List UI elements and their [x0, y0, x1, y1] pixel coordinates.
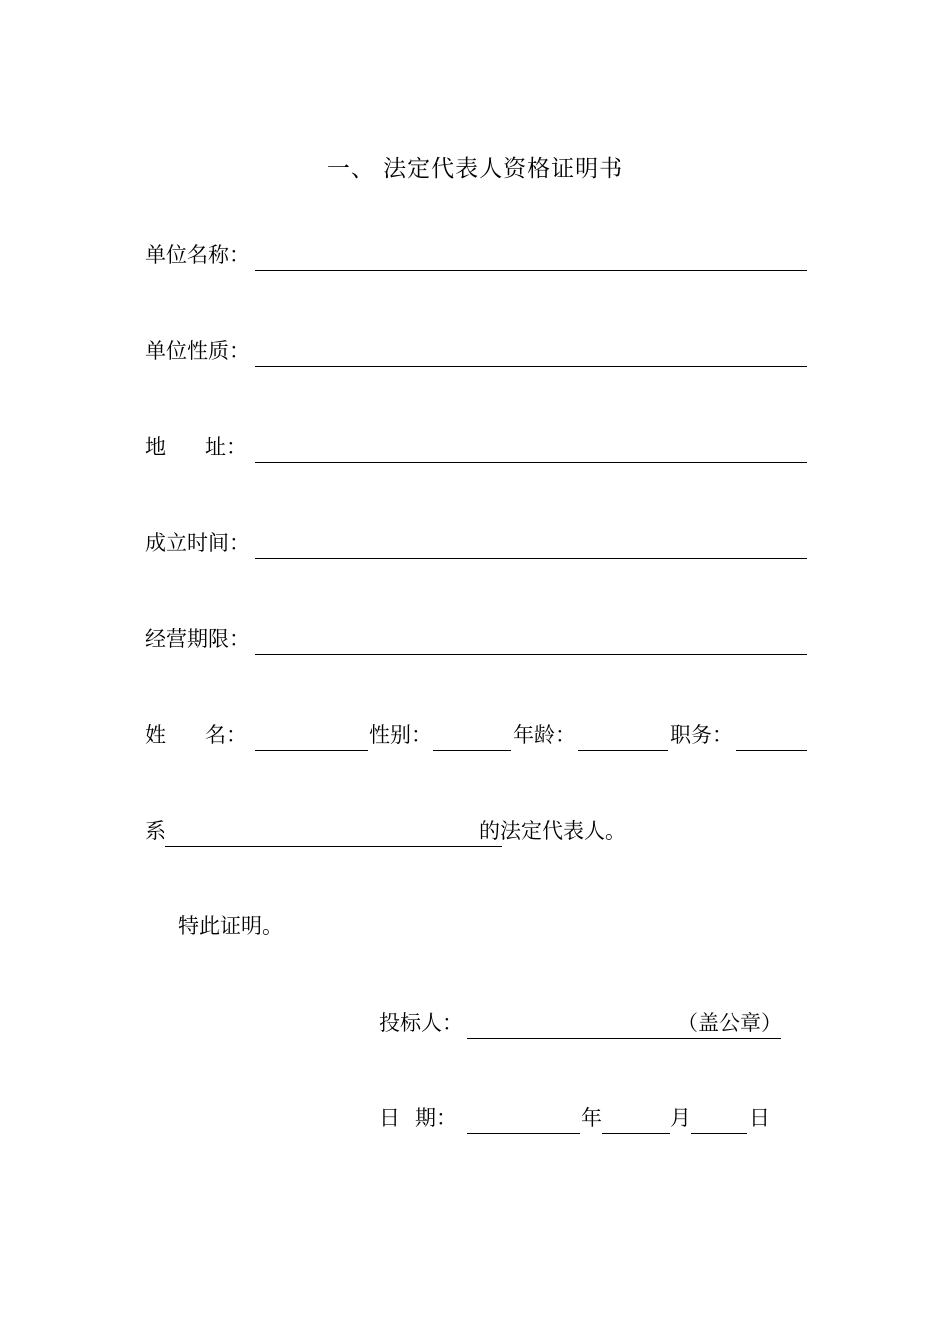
unit-name-row — [145, 240, 810, 270]
unit-nature-blank[interactable] — [255, 366, 807, 367]
name-label — [145, 720, 247, 750]
year-label: 年 — [581, 1106, 602, 1130]
day-blank[interactable] — [691, 1133, 747, 1134]
day-label: 日 — [749, 1106, 770, 1130]
address-label-part1: 地 — [145, 435, 166, 459]
address-row — [145, 432, 810, 462]
established-blank[interactable] — [255, 558, 807, 559]
month-label: 月 — [670, 1106, 691, 1130]
representative-company-blank[interactable] — [165, 846, 502, 847]
date-row — [379, 1103, 789, 1133]
name-label-part2: 名： — [205, 723, 247, 747]
representative-suffix: 的法定代表人。 — [479, 819, 626, 843]
position-blank[interactable] — [736, 750, 807, 751]
date-label-part1: 日 — [379, 1106, 400, 1130]
certify-text: 特此证明。 — [178, 914, 283, 938]
gender-label: 性别： — [369, 723, 432, 747]
age-blank[interactable] — [578, 750, 668, 751]
established-row — [145, 528, 810, 558]
unit-nature-row — [145, 336, 810, 366]
business-term-row — [145, 624, 810, 654]
seal-note: （盖公章） — [677, 1011, 782, 1035]
name-label-part1: 姓 — [145, 723, 166, 747]
established-label: 成立时间： — [145, 531, 250, 555]
address-blank[interactable] — [255, 462, 807, 463]
bidder-row — [379, 1008, 789, 1038]
representative-prefix: 系 — [145, 819, 166, 843]
unit-nature-label: 单位性质： — [145, 339, 250, 363]
address-label-part2: 址： — [205, 435, 247, 459]
business-term-blank[interactable] — [255, 654, 807, 655]
date-label — [379, 1103, 457, 1133]
bidder-label: 投标人： — [379, 1011, 463, 1035]
name-blank[interactable] — [255, 750, 368, 751]
bidder-blank[interactable] — [467, 1038, 781, 1039]
person-row — [145, 720, 810, 750]
representative-row — [145, 816, 810, 846]
month-blank[interactable] — [602, 1133, 670, 1134]
document-title: 一、 法定代表人资格证明书 — [326, 156, 624, 182]
year-blank[interactable] — [467, 1133, 580, 1134]
unit-name-label: 单位名称： — [145, 243, 250, 267]
address-label — [145, 432, 247, 462]
unit-name-blank[interactable] — [255, 270, 807, 271]
position-label: 职务： — [670, 723, 733, 747]
business-term-label: 经营期限： — [145, 627, 250, 651]
date-label-part2: 期： — [415, 1106, 457, 1130]
age-label: 年龄： — [513, 723, 576, 747]
gender-blank[interactable] — [433, 750, 511, 751]
